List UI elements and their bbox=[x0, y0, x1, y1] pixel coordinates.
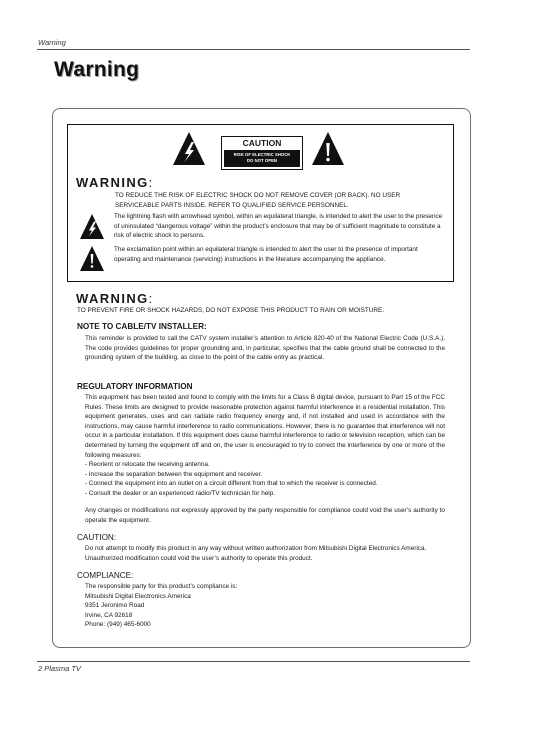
compliance-line: Irvine, CA 92618 bbox=[85, 611, 133, 619]
regulatory-measures-list bbox=[85, 460, 445, 498]
warning-text-2: TO PREVENT FIRE OR SHOCK HAZARDS, DO NOT EXPOSE THIS PRODUCT TO RAIN OR MOISTURE. bbox=[77, 307, 385, 314]
warning-heading-2-text: WARNING bbox=[76, 291, 149, 306]
list-item: - Consult the dealer or an experienced radio/TV technician for help. bbox=[85, 489, 276, 497]
caution-label-line2: DO NOT OPEN bbox=[246, 158, 278, 163]
page-title: Warning bbox=[54, 58, 140, 81]
compliance-heading: COMPLIANCE: bbox=[77, 571, 134, 580]
regulatory-heading: REGULATORY INFORMATION bbox=[77, 382, 193, 391]
warning-heading-1 bbox=[76, 176, 154, 190]
footer-rule bbox=[37, 661, 470, 662]
caution-heading: CAUTION: bbox=[77, 533, 117, 542]
compliance-line: The responsible party for this product’s compliance is: bbox=[85, 583, 238, 590]
exclamation-symbol-icon bbox=[79, 245, 105, 272]
compliance-line: Phone: (949) 465-6000 bbox=[85, 621, 151, 629]
catv-text: This reminder is provided to call the CATV system installer’s attention to Article 820-40 of the National Electric Code (U.S.A.). The code provides guidelines for proper grounding and, in particular, specifies that the cable ground shall be connected to the grounding system of the building, as close to the point of the cable entry as practical. bbox=[85, 335, 445, 362]
list-item: - Reorient or relocate the receiving antenna. bbox=[85, 461, 210, 468]
caution-label-title: CAUTION bbox=[242, 138, 282, 148]
page-footer: 2 Plasma TV bbox=[38, 664, 81, 673]
regulatory-text: This equipment has been tested and found to comply with the limits for a Class B digital device, pursuant to Part 15 of the FCC Rules. These limits are designed to provide reasonable protection against harmful interference in a residential installation. This equipment generates, uses and can radiate radio frequency energy and, if not installed and used in accordance with the instructions, may cause harmful interference to radio communications. However, there is no guarantee that interference will not occur in a particular installation. If this equipment does cause harmful interference to radio or television reception, which can be determined by turning the equipment off and on, the user is encouraged to try to correct the interference by one or more of the following measures: bbox=[85, 394, 445, 459]
compliance-line: 9351 Jeronimo Road bbox=[85, 602, 145, 610]
lightning-warning-icon bbox=[172, 131, 206, 167]
caution-label-line1: RISK OF ELECTRIC SHOCK bbox=[233, 152, 291, 157]
warning-text-1: TO REDUCE THE RISK OF ELECTRIC SHOCK DO NOT REMOVE COVER (OR BACK). NO USER SERVICEABLE PARTS INSIDE. REFER TO QUALIFIED SERVICE PERSONNEL. bbox=[115, 192, 401, 209]
warning-heading-1-text: WARNING bbox=[76, 175, 149, 190]
running-header: Warning bbox=[38, 38, 66, 47]
caution-label bbox=[221, 136, 303, 170]
list-item: - Connect the equipment into an outlet on a circuit different from that to which the receiver is connected. bbox=[85, 480, 378, 488]
warning-heading-1-colon: : bbox=[148, 175, 154, 190]
caution-label-body bbox=[224, 150, 300, 167]
list-item: - Increase the separation between the equipment and receiver. bbox=[85, 470, 263, 478]
caution-text: Do not attempt to modify this product in any way without written authorization from Mitsubishi Digital Electronics America. Unauthorized modification could void the user’s authority to operate this product. bbox=[85, 545, 427, 562]
lightning-symbol-icon bbox=[79, 213, 105, 240]
warning-heading-2-colon: : bbox=[148, 291, 154, 306]
warning-heading-2 bbox=[76, 292, 154, 306]
lightning-explanation: The lightning flash with arrowhead symbol, within an equilateral triangle, is intended to alert the user to the presence of uninsulated “dangerous voltage” within the product’s enclosure that may be of sufficient magnitude to constitute a risk of electric shock to persons. bbox=[114, 213, 443, 240]
header-rule bbox=[37, 49, 470, 50]
catv-heading: NOTE TO CABLE/TV INSTALLER: bbox=[77, 322, 207, 331]
compliance-address bbox=[85, 582, 445, 630]
exclamation-explanation: The exclamation point within an equilateral triangle is intended to alert the user to the presence of important operating and maintenance (servicing) instructions in the literature accompanying the appliance. bbox=[114, 246, 418, 263]
compliance-line: Mitsubishi Digital Electronics America bbox=[85, 592, 191, 600]
modifications-notice: Any changes or modifications not expressly approved by the party responsible for compliance could void the user’s authority to operate the equipment. bbox=[85, 507, 445, 524]
exclamation-warning-icon bbox=[311, 131, 345, 167]
